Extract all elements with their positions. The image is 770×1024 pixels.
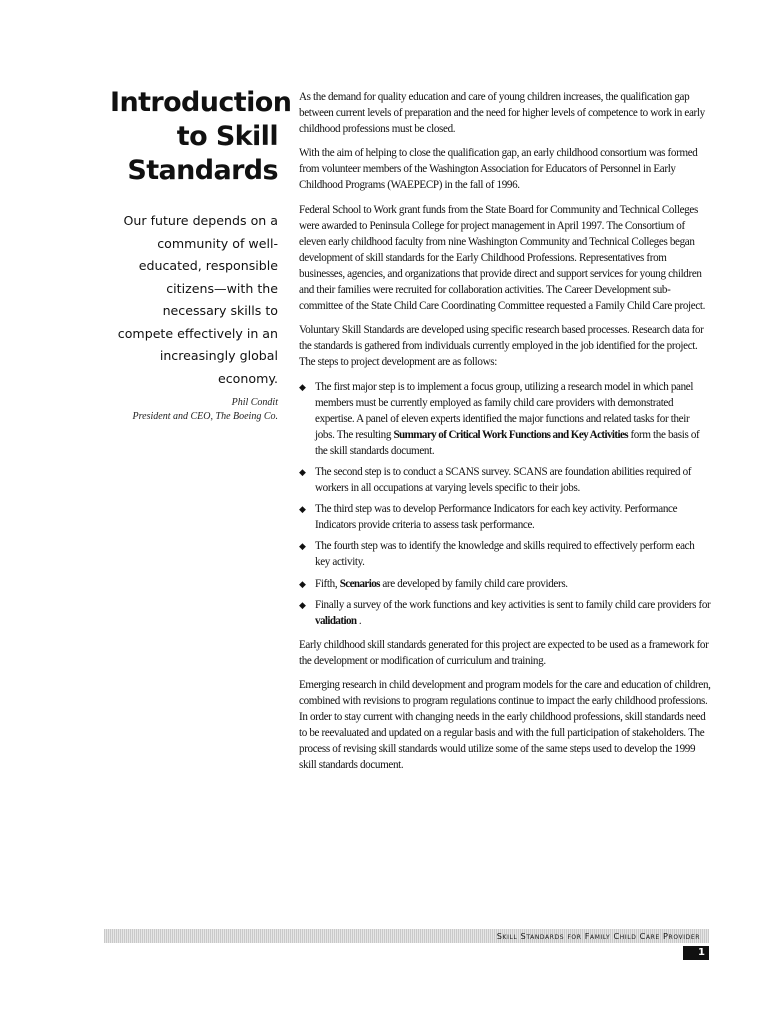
paragraph: Voluntary Skill Standards are developed using specific research based processes. Research data for the standards is gathered from individuals currently employed in the job identified for the project. The steps to project development are as follows: — [299, 324, 704, 369]
page-title — [110, 86, 292, 188]
paragraph: As the demand for quality education and care of young children increases, the qualification gap between current levels of preparation and the need for higher levels of competence to work in early childhood professions must be closed. — [299, 91, 705, 136]
step-text: The third step was to develop Performance Indicators for each key activity. Performance Indicators provide criteria to assess task performance. — [315, 503, 678, 532]
diamond-bullet-icon: ◆ — [299, 466, 306, 477]
steps-list — [299, 379, 711, 629]
running-footer-title: Skill Standards for Family Child Care Provider — [496, 931, 700, 941]
diamond-bullet-icon: ◆ — [299, 599, 306, 610]
step-text: Finally a survey of the work functions and key activities is sent to family child care providers for — [315, 598, 711, 611]
quote-attribution — [110, 396, 278, 424]
step-text: are developed by family child care providers. — [379, 577, 568, 590]
title-line: Introduction — [110, 87, 292, 118]
diamond-bullet-icon: ◆ — [299, 381, 306, 392]
diamond-bullet-icon: ◆ — [299, 504, 306, 515]
diamond-bullet-icon: ◆ — [299, 541, 306, 552]
diamond-bullet-icon: ◆ — [299, 578, 306, 589]
title-line: Standards — [127, 155, 278, 186]
list-item — [299, 379, 711, 459]
step-text: Fifth, — [315, 577, 340, 590]
list-item — [299, 597, 711, 629]
summary-term: Summary of Critical Work Functions and Key Activities — [393, 428, 629, 441]
step-text: The fourth step was to identify the knowledge and skills required to effectively perform each key activity. — [315, 540, 695, 569]
paragraph: With the aim of helping to close the qualification gap, an early childhood consortium was formed from volunteer members of the Washington Association for Educators of Personnel in Early Childhood Programs (WAEPECP) in the fall of 1996. — [299, 147, 698, 192]
body-text — [299, 89, 711, 782]
list-item — [299, 501, 711, 533]
scenarios-term: Scenarios — [339, 577, 380, 590]
validation-term: validation — [315, 614, 357, 627]
title-line: to Skill — [176, 121, 278, 152]
step-text: The first major step is to implement a focus group, utilizing a research model in which panel members must be currently employed as family child care providers with demonstrated expertise. A panel of eleven experts identified the major functions and related tasks for their jobs. The resulting — [315, 380, 694, 441]
page-number: 1 — [683, 946, 709, 960]
paragraph: Emerging research in child development and program models for the care and education of children, combined with revisions to program regulations continue to impact the early childhood professions. In order to stay current with changing needs in the early childhood professions, skill standards need to be reevaluated and updated on a regular basis and with the full participation of stakeholders. The process of revising skill standards would utilize some of the same steps used to develop the 1999 skill standards document. — [299, 679, 711, 772]
paragraph: Federal School to Work grant funds from the State Board for Community and Technical Colleges were awarded to Peninsula College for project management in April 1997. The Consortium of eleven early childhood faculty from nine Washington Community and Technical Colleges began development of skill standards for the Early Childhood Professions. Representatives from businesses, agencies, and organizations that provide direct and support services for young children and their families were recruited for collaboration activities. The Career Development sub-committee of the State Child Care Coordinating Committee requested a Family Child Care project. — [299, 203, 706, 313]
step-text: form the basis of the skill standards document. — [315, 428, 700, 457]
list-item — [299, 576, 711, 592]
step-text: . — [356, 614, 362, 627]
list-item — [299, 538, 711, 570]
paragraph: Early childhood skill standards generated for this project are expected to be used as a framework for the development or modification of curriculum and training. — [299, 638, 709, 667]
attribution-name: Phil Condit — [231, 397, 278, 408]
sidebar — [110, 86, 292, 424]
attribution-title: President and CEO, The Boeing Co. — [132, 411, 278, 422]
pull-quote: Our future depends on a community of well-educated, responsible citizens—with the necessary skills to compete effectively in an increasingly global economy. — [117, 213, 278, 386]
step-text: The second step is to conduct a SCANS survey. SCANS are foundation abilities required of workers in all occupations at varying levels specific to their jobs. — [315, 465, 692, 495]
list-item — [299, 464, 711, 496]
